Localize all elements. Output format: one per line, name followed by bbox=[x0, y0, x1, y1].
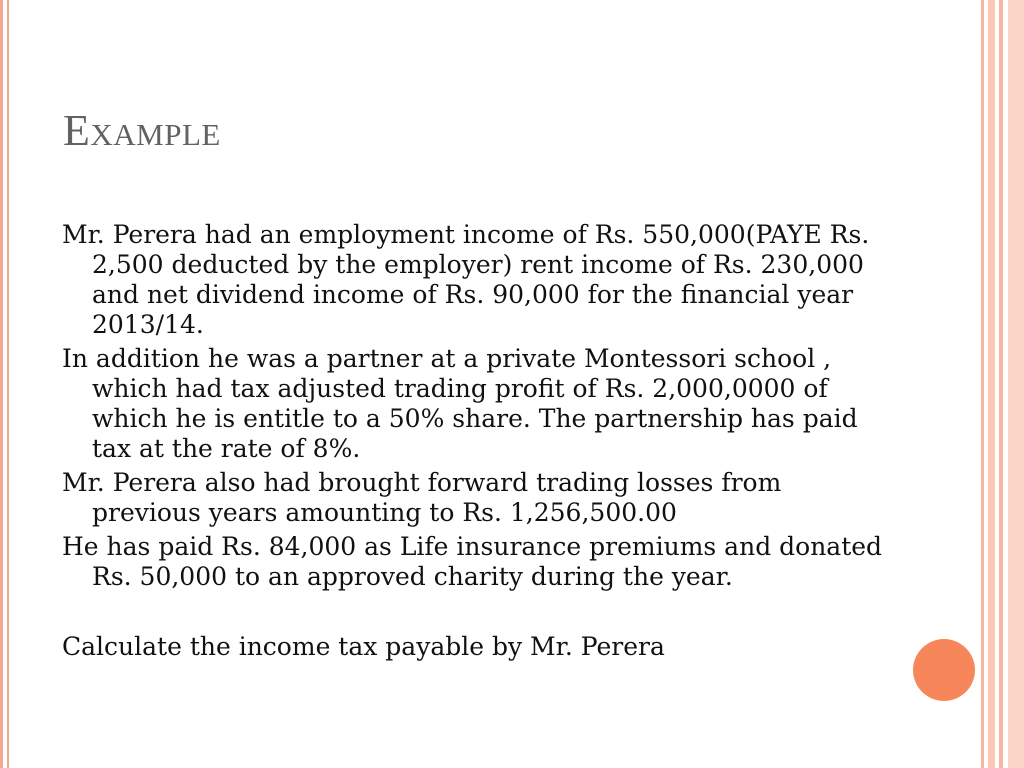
right-border-line bbox=[981, 0, 984, 768]
slide-body bbox=[62, 220, 892, 666]
right-border-line-outer bbox=[999, 0, 1003, 768]
paragraph-partnership: In addition he was a partner at a private Montessori school , which had tax adjusted trading profit of Rs. 2,000,0000 of which he is entitle to a 50% share. The partnership has paid tax at the rate of 8%. bbox=[62, 344, 858, 463]
right-border-band-outer bbox=[1008, 0, 1024, 768]
left-border-line-inner bbox=[7, 0, 9, 768]
paragraph-employment-income: Mr. Perera had an employment income of Rs. 550,000(PAYE Rs. 2,500 deducted by the employer) rent income of Rs. 230,000 and net dividend income of Rs. 90,000 for the financial year 2013/14. bbox=[62, 220, 870, 339]
paragraph-trading-losses: Mr. Perera also had brought forward trading losses from previous years amounting to Rs. 1,256,500.00 bbox=[62, 468, 782, 527]
paragraph-premiums-donation: He has paid Rs. 84,000 as Life insurance premiums and donated Rs. 50,000 to an approved charity during the year. bbox=[62, 532, 883, 591]
slide-title: Example bbox=[63, 106, 221, 155]
question-text: Calculate the income tax payable by Mr. Perera bbox=[62, 632, 665, 661]
decorative-orange-circle bbox=[913, 639, 975, 701]
right-border-band bbox=[988, 0, 995, 768]
left-border-line bbox=[0, 0, 3, 768]
